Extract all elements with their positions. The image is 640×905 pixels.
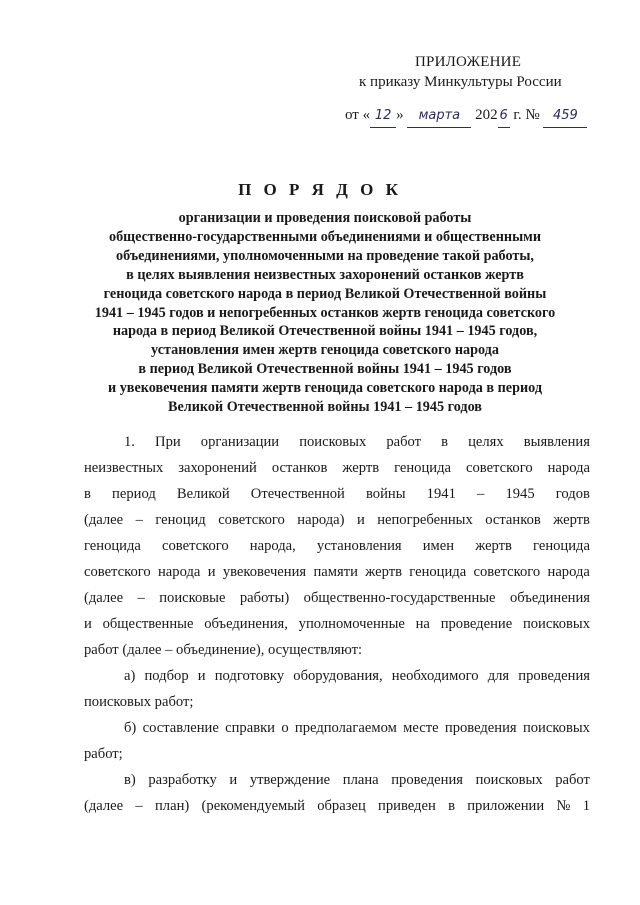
word: в [84, 486, 91, 502]
word: подбор [144, 668, 189, 684]
word: утверждение [249, 772, 331, 788]
word: и [207, 564, 216, 580]
word: советского [218, 512, 285, 528]
word: выявления [523, 434, 590, 450]
word: советского [84, 564, 151, 580]
word: (далее [84, 590, 124, 606]
date-prefix: от [345, 107, 359, 123]
word: работ [386, 434, 422, 450]
subtitle-line: в целях выявления неизвестных захоронений останков жертв [126, 266, 524, 283]
word: жертв [475, 538, 512, 554]
word: – [477, 486, 485, 502]
word: проведения [391, 772, 463, 788]
word: геноцида [394, 460, 451, 476]
body-line [84, 559, 590, 585]
body-paragraph-1 [84, 429, 590, 663]
word: общественно-государственные [303, 590, 496, 606]
word: проведения [518, 668, 590, 684]
word: и [229, 772, 238, 788]
word: плана [342, 772, 379, 788]
document-title: П О Р Я Д О К [238, 180, 402, 199]
subtitle-line: и увековечения памяти жертв геноцида советского народа в период [107, 380, 543, 397]
body-line [84, 429, 590, 455]
word: останков [485, 512, 541, 528]
word: войны [366, 486, 406, 502]
word: организации [200, 434, 280, 450]
word: приложении [467, 798, 545, 814]
body-line [84, 611, 590, 637]
word: составление [142, 720, 219, 736]
word: в [448, 798, 455, 814]
word: годов [555, 486, 590, 502]
word: № [556, 798, 571, 814]
word: поисковых [299, 434, 367, 450]
subtitle-line: организации и проведения поисковой работы [178, 210, 472, 226]
word: (далее [84, 512, 124, 528]
body-line [84, 767, 590, 793]
body-line [84, 585, 590, 611]
word: народа [547, 564, 590, 580]
word: 1 [582, 798, 590, 814]
word: 1941 [426, 486, 456, 502]
word: непогребенных [377, 512, 473, 528]
word: народа) [297, 512, 345, 528]
word: советского [162, 538, 229, 554]
word: а) [124, 668, 136, 684]
word: 1945 [505, 486, 535, 502]
word: геноцид [155, 512, 206, 528]
word: 1. [124, 434, 135, 450]
subtitle-line: 1941 – 1945 годов и непогребенных останков жертв геноцида советского [94, 304, 556, 321]
body-item-a [84, 663, 590, 715]
body-line: работ (далее – объединение), осуществляют: [84, 642, 363, 658]
word: и [197, 668, 206, 684]
word: Великой [176, 486, 230, 502]
word: подготовку [214, 668, 285, 684]
word: установления [316, 538, 402, 554]
subtitle-line: народа в период Великой Отечественной войны 1941 – 1945 годов, [112, 323, 538, 340]
word: жертв [553, 512, 590, 528]
word: период [112, 486, 156, 502]
word: образец [317, 798, 366, 814]
body-line: работ; [84, 746, 123, 762]
handwritten-order-number: 459 [543, 105, 587, 128]
word: объединения [509, 590, 590, 606]
word: проведения [444, 720, 517, 736]
word: месте [403, 720, 439, 736]
word: советского [473, 564, 541, 580]
body-item-b [84, 715, 590, 767]
word: жертв [365, 564, 402, 580]
handwritten-year-digit: 6 [498, 105, 510, 128]
word: народа, [249, 538, 296, 554]
word: – [135, 512, 143, 528]
word: поисковых [522, 616, 590, 632]
word: При [155, 434, 181, 450]
word: общественные [102, 616, 194, 632]
word: план) [155, 798, 190, 814]
body-line [84, 715, 590, 741]
subtitle-line: геноцида советского народа в период Великой Отечественной войны [103, 285, 547, 302]
word: геноцида [409, 564, 467, 580]
word: предполагаемом [294, 720, 397, 736]
word: поисковых [522, 720, 590, 736]
body-line [84, 455, 590, 481]
subtitle-line: объединениями, уполномоченными на проведение такой работы, [116, 247, 534, 264]
word: на [415, 616, 430, 632]
word: Отечественной [250, 486, 345, 502]
word: справки [225, 720, 275, 736]
word: имен [422, 538, 455, 554]
body-line [84, 507, 590, 533]
body-line [84, 533, 590, 559]
body-line [84, 793, 590, 819]
word: для [487, 668, 510, 684]
word: в) [124, 772, 136, 788]
word: приведен [378, 798, 436, 814]
subtitle-line: установления имен жертв геноцида советского народа [151, 342, 499, 359]
year-prefix: 202 [475, 107, 498, 123]
word: геноцида [533, 538, 590, 554]
order-date-line [345, 104, 587, 128]
word: поисковых [475, 772, 543, 788]
word: о [281, 720, 289, 736]
word: оборудования, [293, 668, 383, 684]
word: (далее [84, 798, 124, 814]
word: – [137, 590, 145, 606]
word: работы) [239, 590, 290, 606]
word: объединения, [204, 616, 288, 632]
close-quote: » [396, 107, 404, 123]
subtitle-line: в период Великой Отечественной войны 1941 – 1945 годов [138, 361, 512, 378]
word: жертв [342, 460, 380, 476]
word: уполномоченные [298, 616, 405, 632]
word: геноцида [84, 538, 141, 554]
appendix-subtitle: к приказу Минкультуры России [359, 74, 562, 90]
handwritten-day: 12 [370, 105, 396, 128]
word: увековечения [222, 564, 307, 580]
body-item-c [84, 767, 590, 819]
word: проведение [440, 616, 513, 632]
body-line: поисковых работ; [84, 694, 194, 710]
word: советского [465, 460, 533, 476]
word: и [84, 616, 92, 632]
open-quote: « [362, 107, 371, 123]
subtitle-line: Великой Отечественной войны 1941 – 1945 годов [168, 399, 482, 416]
word: работ [555, 772, 590, 788]
word: б) [124, 720, 137, 736]
word: народа [547, 460, 590, 476]
word: (рекомендуемый [201, 798, 305, 814]
word: в [441, 434, 448, 450]
word: разработку [148, 772, 217, 788]
appendix-header [351, 52, 611, 92]
word: народа [157, 564, 201, 580]
subtitle-line: общественно-государственными объединениями и общественными [108, 228, 541, 245]
word: необходимого [391, 668, 479, 684]
word: целях [468, 434, 504, 450]
word: – [135, 798, 143, 814]
document-subtitle [40, 209, 610, 417]
word: и [356, 512, 365, 528]
number-label: г. № [513, 107, 540, 123]
word: памяти [313, 564, 358, 580]
body-line [84, 663, 590, 689]
appendix-title: ПРИЛОЖЕНИЕ [415, 54, 522, 70]
word: останков [271, 460, 328, 476]
body-line [84, 481, 590, 507]
handwritten-month: марта [407, 105, 471, 128]
word: поисковые [159, 590, 226, 606]
word: захоронений [178, 460, 257, 476]
word: неизвестных [84, 460, 164, 476]
